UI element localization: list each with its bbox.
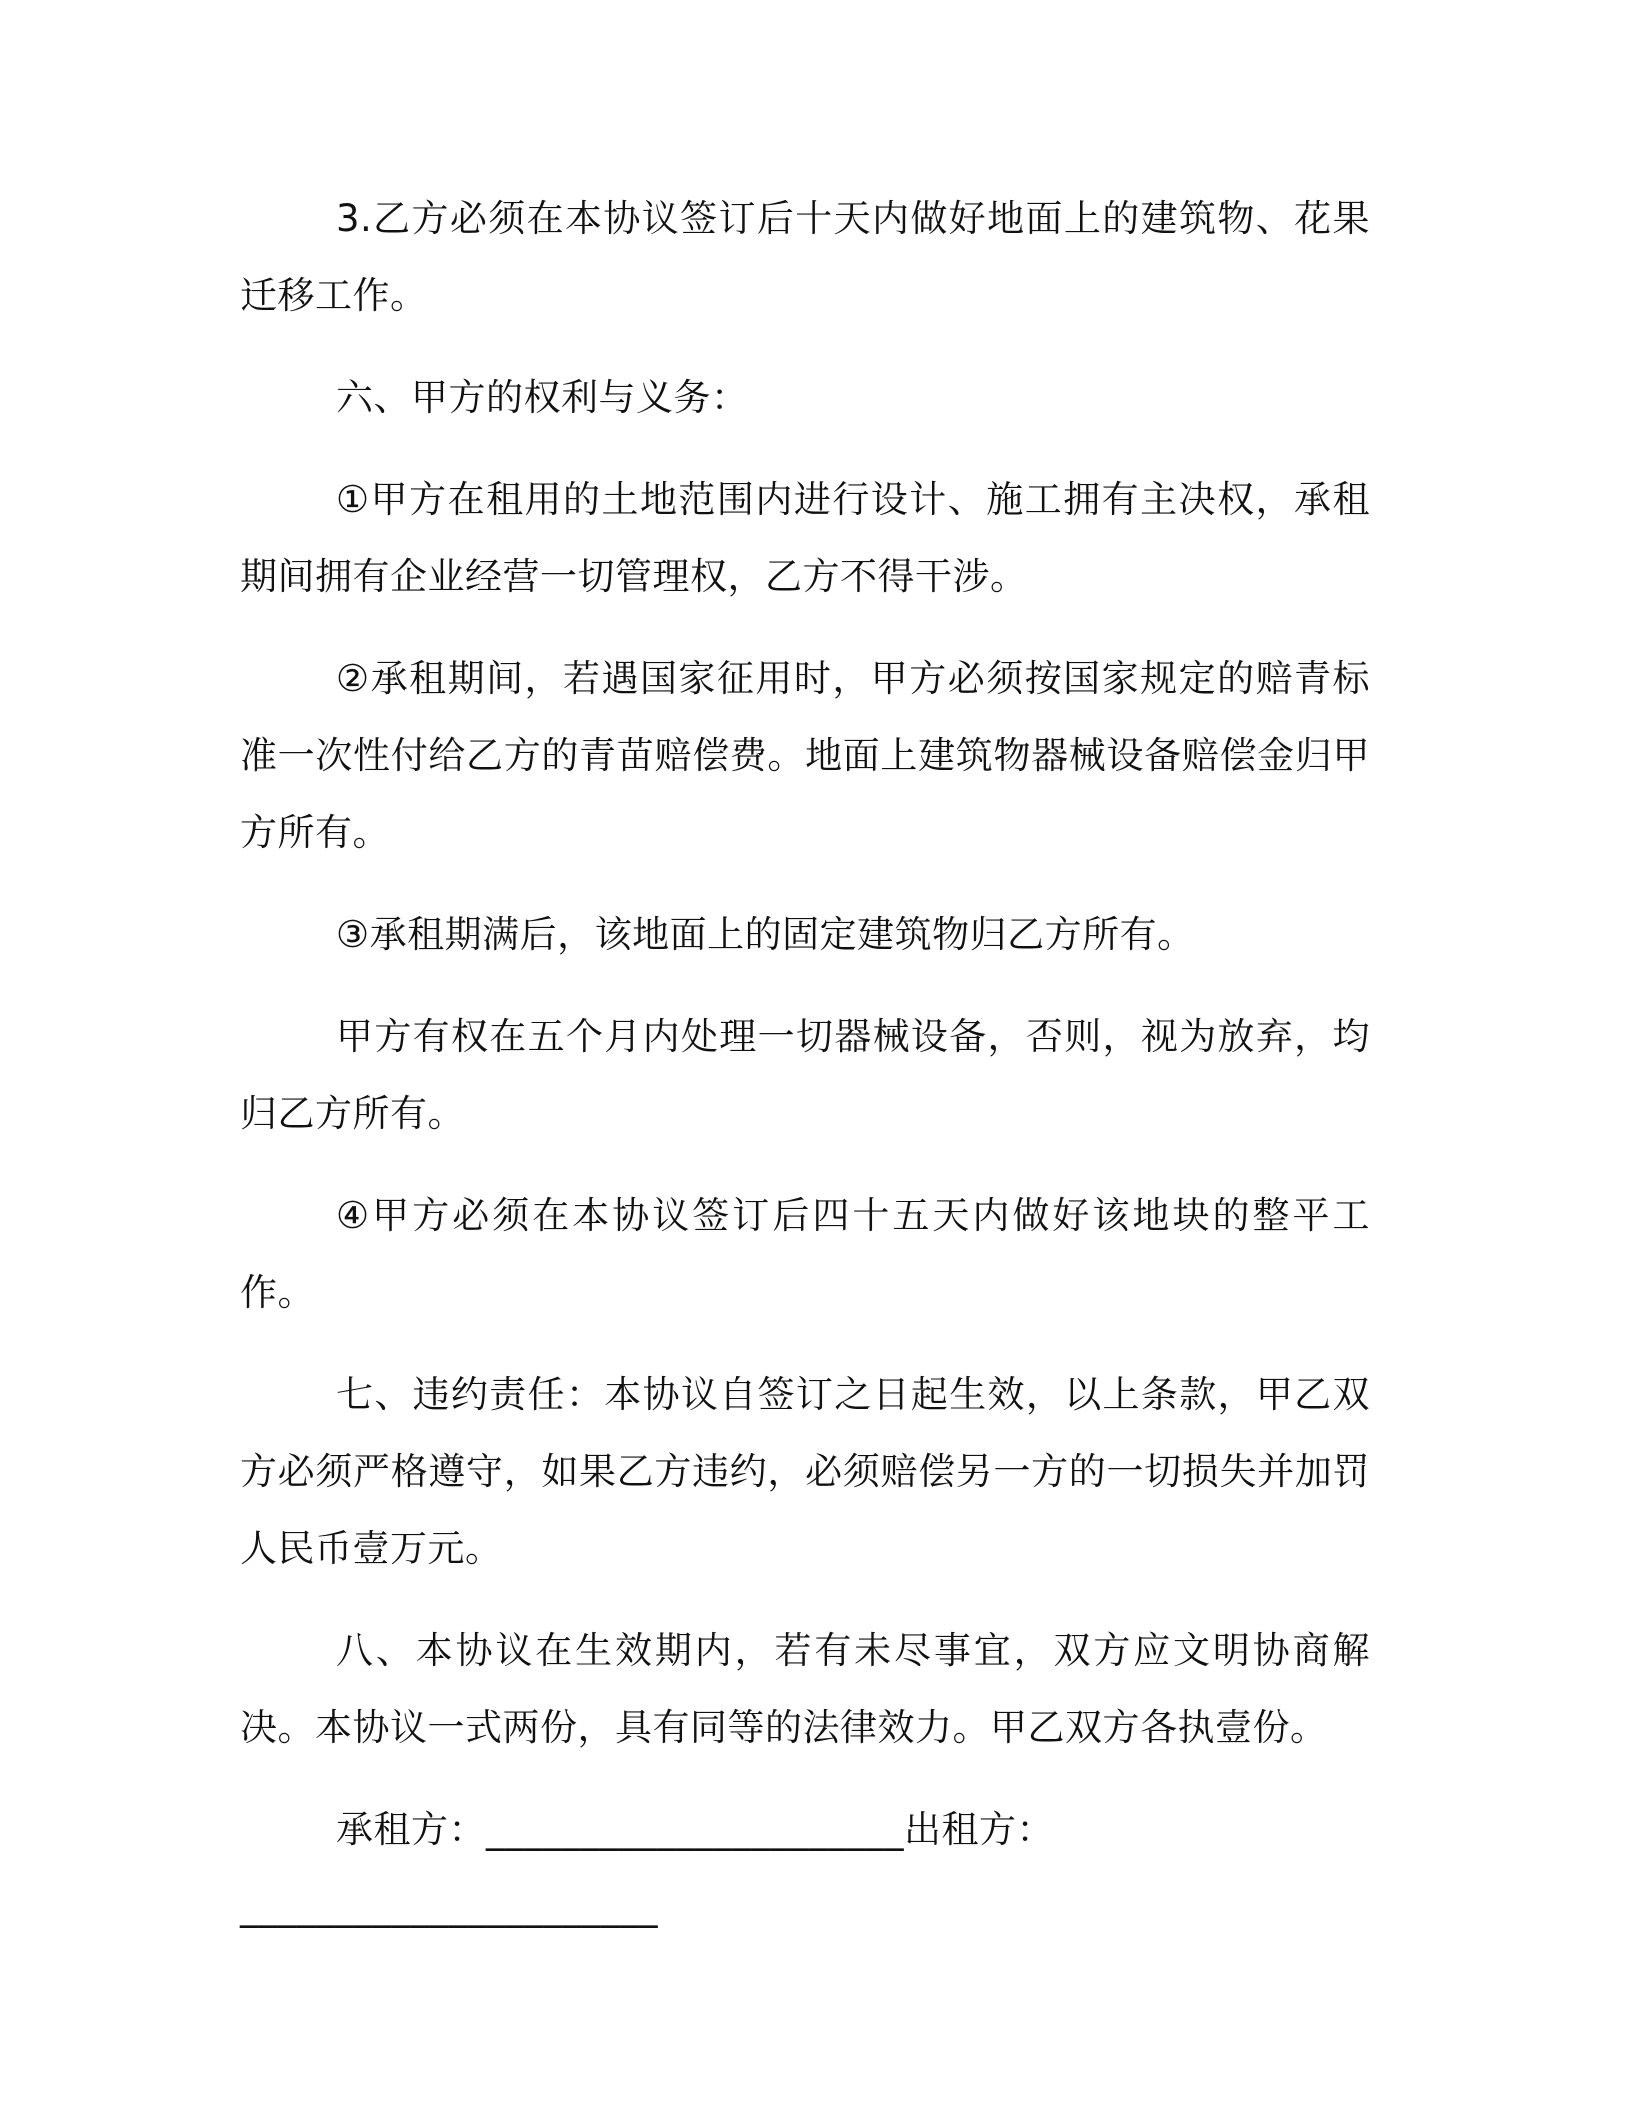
section-8-misc: 八、本协议在生效期内，若有未尽事宜，双方应文明协商解决。本协议一式两份，具有同等的法律效力。甲乙双方各执壹份。 — [240, 1629, 1370, 1749]
lessor-signature-blank: ______________________ — [240, 1885, 658, 1928]
lessee-signature-blank: ______________________ — [486, 1808, 904, 1851]
clause-6-3: ③承租期满后，该地面上的固定建筑物归乙方所有。 — [336, 913, 1195, 956]
clause-6-4: ④甲方必须在本协议签订后四十五天内做好该地块的整平工作。 — [240, 1194, 1370, 1314]
lessor-label: 出租方： — [904, 1808, 1054, 1851]
clause-6-3-equipment: 甲方有权在五个月内处理一切器械设备，否则，视为放弃，均归乙方所有。 — [240, 1015, 1370, 1135]
section-6-heading: 六、甲方的权利与义务： — [336, 376, 749, 419]
signature-row — [240, 1791, 1370, 1868]
section-7-liability: 七、违约责任：本协议自签订之日起生效，以上条款，甲乙双方必须严格遵守，如果乙方违约，必须赔偿另一方的一切损失并加罚人民币壹万元。 — [240, 1373, 1370, 1570]
clause-6-2: ②承租期间，若遇国家征用时，甲方必须按国家规定的赔青标准一次性付给乙方的青苗赔偿费。地面上建筑物器械设备赔偿金归甲方所有。 — [240, 657, 1370, 854]
lessee-label: 承租方： — [336, 1808, 486, 1851]
clause-3-relocation: 3.乙方必须在本协议签订后十天内做好地面上的建筑物、花果迁移工作。 — [240, 197, 1370, 317]
document-page — [240, 180, 1370, 1945]
clause-6-1: ①甲方在租用的土地范围内进行设计、施工拥有主决权，承租期间拥有企业经营一切管理权，乙方不得干涉。 — [240, 478, 1370, 598]
